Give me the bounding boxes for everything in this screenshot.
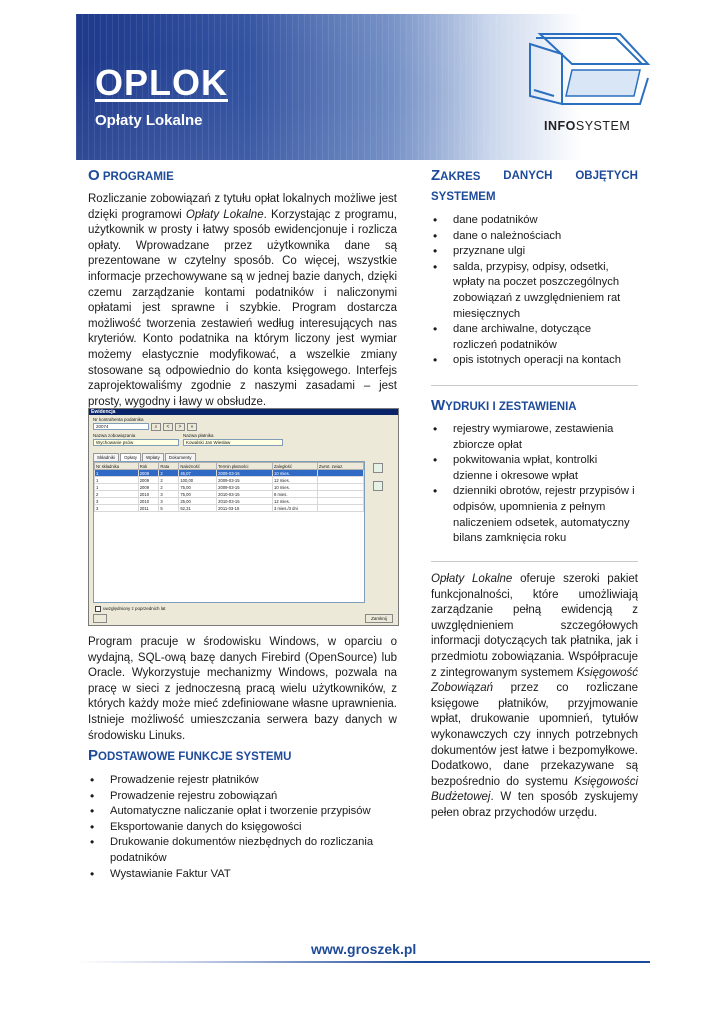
- reports-list-item: • rejestry wymiarowe, zestawienia zbiorcze opłat: [431, 422, 638, 453]
- screenshot-tab: Opłaty: [120, 453, 141, 461]
- screenshot-next-button: >: [175, 423, 185, 431]
- functions-list-item: • Prowadzenie rejestr płatników: [88, 773, 397, 789]
- functions-list-item: • Prowadzenie rejestru zobowiązań: [88, 789, 397, 805]
- scope-list: [431, 213, 638, 369]
- product-title: OPLOK: [95, 62, 229, 103]
- screenshot-grid: [93, 461, 365, 603]
- screenshot-tab: Wpłaty: [142, 453, 164, 461]
- divider-1: [431, 385, 638, 386]
- scope-list-item: • dane o należnościach: [431, 229, 638, 245]
- screenshot-label-nr: Nr kontrahenta podatnika: [93, 417, 144, 422]
- functions-section: [88, 746, 397, 882]
- divider-2: [431, 561, 638, 562]
- screenshot-table-row: 1 2009 2 75,00 2009-03-15 10 mies.: [95, 484, 364, 491]
- scope-list-item: • dane podatników: [431, 213, 638, 229]
- screenshot-table-row: 1 2009 2 45,07 2009-03-15 10 mies.: [95, 470, 364, 477]
- screenshot-column-header: Nr składnika: [95, 463, 139, 470]
- functions-list-item: • Wystawianie Faktur VAT: [88, 867, 397, 883]
- screenshot-table-row: 3 2010 3 25,00 2010-03-15 12 mies.: [95, 498, 364, 505]
- about-paragraph-2-wrap: [88, 635, 397, 744]
- screenshot-label-payer: Nazwa płatnika: [183, 433, 214, 438]
- screenshot-table-row: 3 2011 5 52,31 2011-03-15 3 mies./3 dni: [95, 505, 364, 512]
- screenshot-column-header: Zaległość: [273, 463, 318, 470]
- scope-list-item: • przyznane ulgi: [431, 244, 638, 260]
- scope-heading-line2: SYSTEMEM: [431, 191, 496, 203]
- screenshot-table: [94, 462, 364, 512]
- screenshot-last-button: »: [187, 423, 197, 431]
- functions-heading: PODSTAWOWE FUNKCJE SYSTEMU: [88, 747, 292, 764]
- functions-list: [88, 773, 397, 882]
- screenshot-column-header: Rata: [159, 463, 179, 470]
- reports-heading: WYDRUKI I ZESTAWIENIA: [431, 397, 577, 414]
- screenshot-checkbox: uwzględniony z poprzednich lat: [95, 606, 166, 612]
- screenshot-table-row: 1 2009 2 100,00 2009-03-15 12 mies.: [95, 477, 364, 484]
- about-section: [88, 166, 397, 187]
- screenshot-titlebar: Ewidencja: [89, 409, 398, 415]
- screenshot-label-name: Nazwa zobowiązania: [93, 433, 136, 438]
- screenshot-column-header: Termin płatności: [217, 463, 273, 470]
- screenshot-tab: Dokumenty: [165, 453, 196, 461]
- app-screenshot: [88, 408, 399, 626]
- screenshot-table-row: 2 2010 3 75,00 2010-03-15 8 mies.: [95, 491, 364, 498]
- scope-list-item: • dane archiwalne, dotyczące rozliczeń podatników: [431, 322, 638, 353]
- reports-list-item: • pokwitowania wpłat, kontrolki dzienne i okresowe wpłat: [431, 453, 638, 484]
- reports-list: [431, 422, 638, 547]
- reports-list-item: • dzienniki obrotów, rejestr przypisów i odpisów, upomnienia z pełnym naliczeniem odsetek, automatyczny bilans zamknięcia roku: [431, 484, 638, 546]
- scope-list-item: • opis istotnych operacji na kontach: [431, 353, 638, 369]
- logo-wordmark: INFOSYSTEM: [544, 119, 631, 133]
- screenshot-footer-left-button: [93, 614, 107, 623]
- offer-section: [431, 572, 638, 822]
- about-paragraph-1-wrap: [88, 192, 397, 410]
- screenshot-nr-field: 20074: [93, 423, 149, 430]
- functions-list-item: • Eksportowanie danych do księgowości: [88, 820, 397, 836]
- screenshot-name-field: Wychowanie psów: [93, 439, 179, 446]
- screenshot-close-button: Zamknij: [365, 614, 393, 623]
- footer-line: [76, 961, 650, 963]
- screenshot-payer-field: Kowalski Jan Wiesław: [183, 439, 283, 446]
- scope-list-item: • salda, przypisy, odpisy, odsetki, wpłaty na poczet poszczególnych zobowiązań z uwzględnieniem rat miesięcznych: [431, 260, 638, 322]
- screenshot-add-icon: [373, 463, 383, 473]
- screenshot-edit-icon: [373, 481, 383, 491]
- offer-paragraph: Opłaty Lokalne oferuje szeroki pakiet funkcjonalności, które umożliwiają zarządzanie pełną ewidencją z uwzględnieniem szczegółowych informacji dotyczących tak płatnika, jak i przedmiotu zobowiązania. Współpracuje z zintegrowanym systemem Księgowość Zobowiązań przez co rozliczane księgowe płatników, przyjmowanie wpłat, drukowanie upomnień, tytułów wykonawczych czy innych potrzebnych dokumentów jest łatwe i bezpomyłkowe. Dodatkowo, dane przekazywane są bezpośrednio do systemu Księgowości Budżetowej. W ten sposób zyskujemy pełen obraz przychodów urzędu.: [431, 573, 638, 819]
- product-subtitle: Opłaty Lokalne: [95, 112, 203, 129]
- functions-list-item: • Automatyczne naliczanie opłat i tworzenie przypisów: [88, 804, 397, 820]
- screenshot-tab: Składniki: [93, 453, 119, 461]
- website-link[interactable]: www.groszek.pl: [311, 941, 417, 957]
- screenshot-column-header: Rok: [138, 463, 159, 470]
- reports-section: [431, 396, 638, 547]
- screenshot-search-button: ⌕: [151, 423, 161, 431]
- about-heading: O PROGRAMIE: [88, 167, 174, 184]
- about-paragraph-2: Program pracuje w środowisku Windows, w oparciu o wydajną, SQL-ową bazę danych Firebird (OpenSource) lub Oracle. Wykorzystuje mechanizmy Windows, pozwala na pracę w sieci z jednoczesną pracą wielu użytkowników, z których każdy może mieć zdefiniowane własne uprawnienia. Istnieje możliwość umieszczania serwera bazy danych w środowisku Linuks.: [88, 636, 397, 742]
- screenshot-column-header: Należność: [179, 463, 217, 470]
- screenshot-prev-button: <: [163, 423, 173, 431]
- functions-list-item: • Drukowanie dokumentów niezbędnych do rozliczania podatników: [88, 835, 397, 866]
- about-paragraph-1: Rozliczanie zobowiązań z tytułu opłat lokalnych możliwe jest dzięki programowi Opłaty Lokalne. Korzystając z programu, użytkownik w prosty i łatwy sposób ewidencjonuje i rozlicza opłaty. Wprowadzane przez użytkownika dane są prezentowane w czytelny sposób. Co więcej, wszystkie informacje przechowywane są w jednej bazie danych, dzięki czemu zarządzanie kontami podatników i naliczonymi opłatami jest sprawne i szybkie. Program dostarcza możliwość tworzenia zestawień według interesujących nas kryteriów. Konto podatnika na którym liczony jest wymiar możemy elastycznie modyfikować, a wszelkie zmiany stosowane są odpowiednio do konta księgowego. Interfejs zaprojektowaliśmy zgodnie z naszymi zasadami – jest prosty, wygodny i ławy w obsłudze.: [88, 193, 397, 408]
- infosystem-logo-icon: [522, 30, 652, 110]
- scope-heading: ZAKRES DANYCH OBJĘTYCH: [431, 167, 638, 184]
- screenshot-column-header: Zwrot. zwiaz.: [317, 463, 363, 470]
- screenshot-tabs: [93, 453, 197, 461]
- scope-section: [431, 166, 638, 369]
